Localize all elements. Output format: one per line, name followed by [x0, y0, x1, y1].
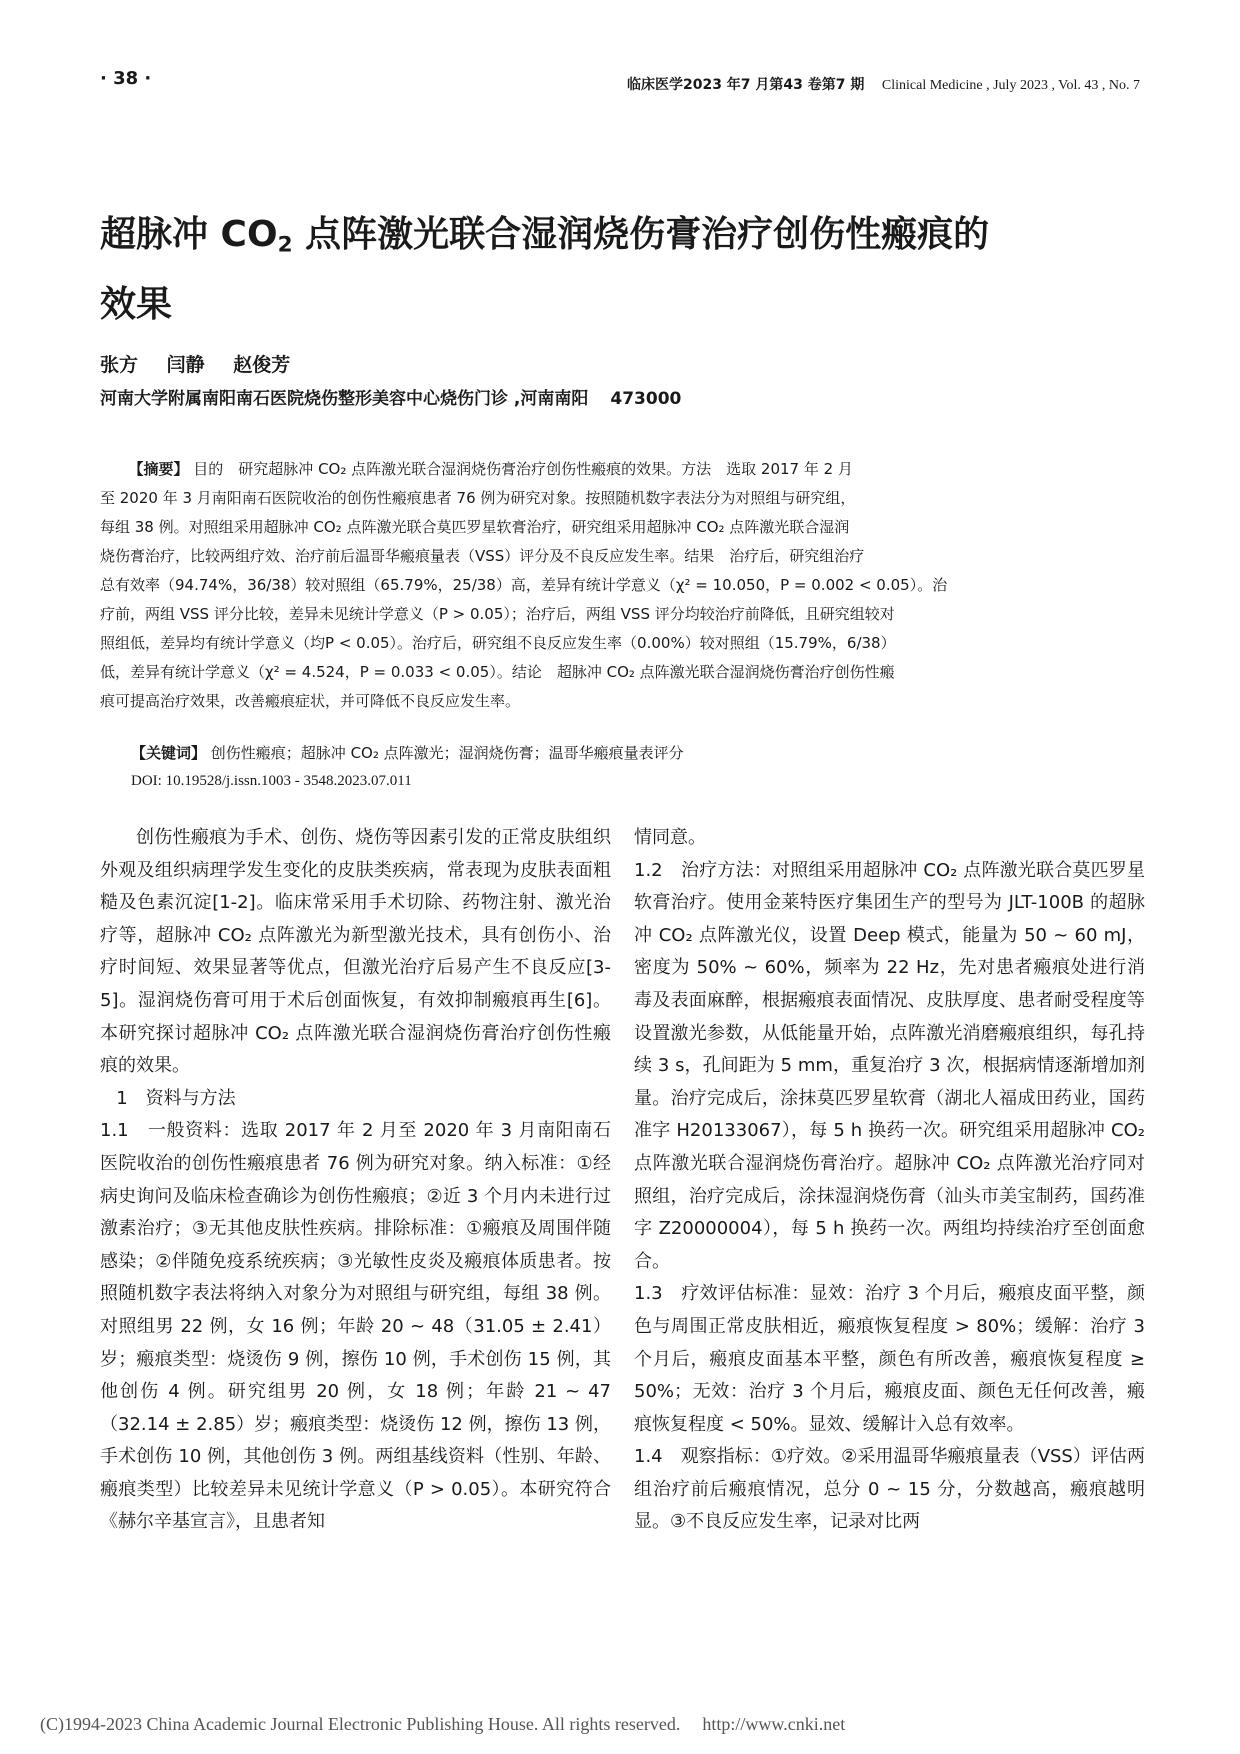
page-number: · 38 · [100, 68, 152, 89]
title-sub: 2 [277, 232, 293, 258]
doi: DOI: 10.19528/j.issn.1003 - 3548.2023.07.011 [131, 773, 412, 789]
abstract-line: 烧伤膏治疗，比较两组疗效、治疗前后温哥华瘢痕量表（VSS）评分及不良反应发生率。结果 治疗后，研究组治疗 [100, 547, 865, 565]
body-paragraph: 1.1 一般资料：选取 2017 年 2 月至 2020 年 3 月南阳南石医院收治的创伤性瘢痕患者 76 例为研究对象。纳入标准：①经病史询问及临床检查确诊为创伤性瘢痕；②近 3 个月内未进行过激素治疗；③无其他皮肤性疾病。排除标准：①瘢痕及周围伴随感染；②伴随免疫系统疾病；③光敏性皮炎及瘢痕体质患者。按照随机数字表法将纳入对象分为对照组与研究组，每组 38 例。对照组男 22 例，女 16 例；年龄 20 ~ 48（31.05 ± 2.41）岁；瘢痕类型：烧烫伤 9 例，擦伤 10 例，手术创伤 15 例，其他创伤 4 例。研究组男 20 例，女 18 例；年龄 21 ~ 47（32.14 ± 2.85）岁；瘢痕类型：烧烫伤 12 例，擦伤 13 例，手术创伤 10 例，其他创伤 3 例。两组基线资料（性别、年龄、瘢痕类型）比较差异未见统计学意义（P > 0.05）。本研究符合《赫尔辛基宣言》，且患者知 [100, 1120, 611, 1533]
abstract-line: 痕可提高治疗效果，改善瘢痕症状，并可降低不良反应发生率。 [100, 692, 521, 710]
abstract-label: 【摘要】 [128, 460, 189, 478]
body-paragraph: 创伤性瘢痕为手术、创伤、烧伤等因素引发的正常皮肤组织外观及组织病理学发生变化的皮肤类疾病，常表现为皮肤表面粗糙及色素沉淀[1-2]。临床常采用手术切除、药物注射、激光治疗等，超脉冲 CO₂ 点阵激光为新型激光技术，具有创伤小、治疗时间短、效果显著等优点，但激光治疗后易产生不良反应[3-5]。湿润烧伤膏可用于术后创面恢复，有效抑制瘢痕再生[6]。本研究探讨超脉冲 CO₂ 点阵激光联合湿润烧伤膏治疗创伤性瘢痕的效果。 [100, 827, 611, 1077]
abstract-line: 疗前，两组 VSS 评分比较，差异未见统计学意义（P > 0.05）；治疗后，两组 VSS 评分均较治疗前降低，且研究组较对 [100, 605, 895, 623]
abstract-line: 低，差异有统计学意义（χ² = 4.524，P = 0.033 < 0.05）。结论 超脉冲 CO₂ 点阵激光联合湿润烧伤膏治疗创伤性瘢 [100, 663, 895, 681]
abstract-line: 总有效率（94.74%，36/38）较对照组（65.79%，25/38）高，差异有统计学意义（χ² = 10.050，P = 0.002 < 0.05）。治 [100, 576, 948, 594]
body-paragraph: 1.3 疗效评估标准：显效：治疗 3 个月后，瘢痕皮面平整，颜色与周围正常皮肤相近，瘢痕恢复程度 > 80%；缓解：治疗 3 个月后，瘢痕皮面基本平整，颜色有所改善，瘢痕恢复程度 ≥ 50%；无效：治疗 3 个月后，瘢痕皮面、颜色无任何改善，瘢痕恢复程度 < 50%。显效、缓解计入总有效率。 [634, 1283, 1145, 1435]
author: 张方 [100, 354, 139, 376]
journal-cn: 临床医学2023 年7 月第43 卷第7 期 [626, 77, 865, 93]
copyright: (C)1994-2023 China Academic Journal Electronic Publishing House. All rights reserved. [40, 1714, 681, 1734]
paper-title [100, 205, 1140, 335]
keywords-label: 【关键词】 [131, 744, 207, 762]
abstract-line: 照组低，差异均有统计学意义（均P < 0.05）。治疗后，研究组不良反应发生率（0.00%）较对照组（15.79%，6/38） [100, 634, 896, 652]
footer [40, 1714, 845, 1735]
body-paragraph: 1.4 观察指标：①疗效。②采用温哥华瘢痕量表（VSS）评估两组治疗前后瘢痕情况，总分 0 ~ 15 分，分数越高，瘢痕越明显。③不良反应发生率，记录对比两 [634, 1446, 1145, 1533]
keywords [131, 742, 684, 763]
body-paragraph: 情同意。 [634, 827, 706, 848]
affiliation [100, 384, 681, 409]
abstract [100, 455, 1140, 716]
section-heading: 1 资料与方法 [116, 1087, 236, 1109]
running-header [627, 74, 1140, 94]
footer-url: http://www.cnki.net [702, 1714, 846, 1734]
body-column-left [100, 822, 611, 1539]
journal-en: Clinical Medicine , July 2023 , Vol. 43 , No. 7 [881, 78, 1140, 93]
postal-code: 473000 [610, 389, 682, 409]
author: 闫静 [166, 354, 205, 376]
body-paragraph: 1.2 治疗方法：对照组采用超脉冲 CO₂ 点阵激光联合莫匹罗星软膏治疗。使用金莱特医疗集团生产的型号为 JLT-100B 的超脉冲 CO₂ 点阵激光仪，设置 Deep 模式，能量为 50 ~ 60 mJ，密度为 50% ~ 60%，频率为 22 Hz，先对患者瘢痕处进行消毒及表面麻醉，根据瘢痕表面情况、皮肤厚度、患者耐受程度等设置激光参数，从低能量开始，点阵激光消磨瘢痕组织，每孔持续 3 s，孔间距为 5 mm，重复治疗 3 次，根据病情逐渐增加剂量。治疗完成后，涂抹莫匹罗星软膏（湖北人福成田药业，国药准字 H20133067），每 5 h 换药一次。研究组采用超脉冲 CO₂ 点阵激光联合湿润烧伤膏治疗。超脉冲 CO₂ 点阵激光治疗同对照组，治疗完成后，涂抹湿润烧伤膏（汕头市美宝制药，国药准字 Z20000004），每 5 h 换药一次。两组均持续治疗至创面愈合。 [634, 859, 1145, 1272]
abstract-line: 至 2020 年 3 月南阳南石医院收治的创伤性瘢痕患者 76 例为研究对象。按照随机数字表法分为对照组与研究组， [100, 489, 856, 507]
affiliation-text: 河南大学附属南阳南石医院烧伤整形美容中心烧伤门诊 ,河南南阳 [100, 389, 589, 409]
author: 赵俊芳 [233, 354, 291, 376]
body-column-right [634, 822, 1145, 1539]
title-line1-pre: 超脉冲 CO [100, 214, 278, 255]
title-line1-post: 点阵激光联合湿润烧伤膏治疗创伤性瘢痕的 [292, 214, 990, 255]
title-line2: 效果 [100, 284, 173, 326]
abstract-line: 目的 研究超脉冲 CO₂ 点阵激光联合湿润烧伤膏治疗创伤性瘢痕的效果。方法 选取 2017 年 2 月 [193, 460, 853, 478]
keywords-text: 创伤性瘢痕；超脉冲 CO₂ 点阵激光；湿润烧伤膏；温哥华瘢痕量表评分 [210, 744, 684, 762]
authors [100, 350, 312, 377]
abstract-line: 每组 38 例。对照组采用超脉冲 CO₂ 点阵激光联合莫匹罗星软膏治疗，研究组采用超脉冲 CO₂ 点阵激光联合湿润 [100, 518, 850, 536]
